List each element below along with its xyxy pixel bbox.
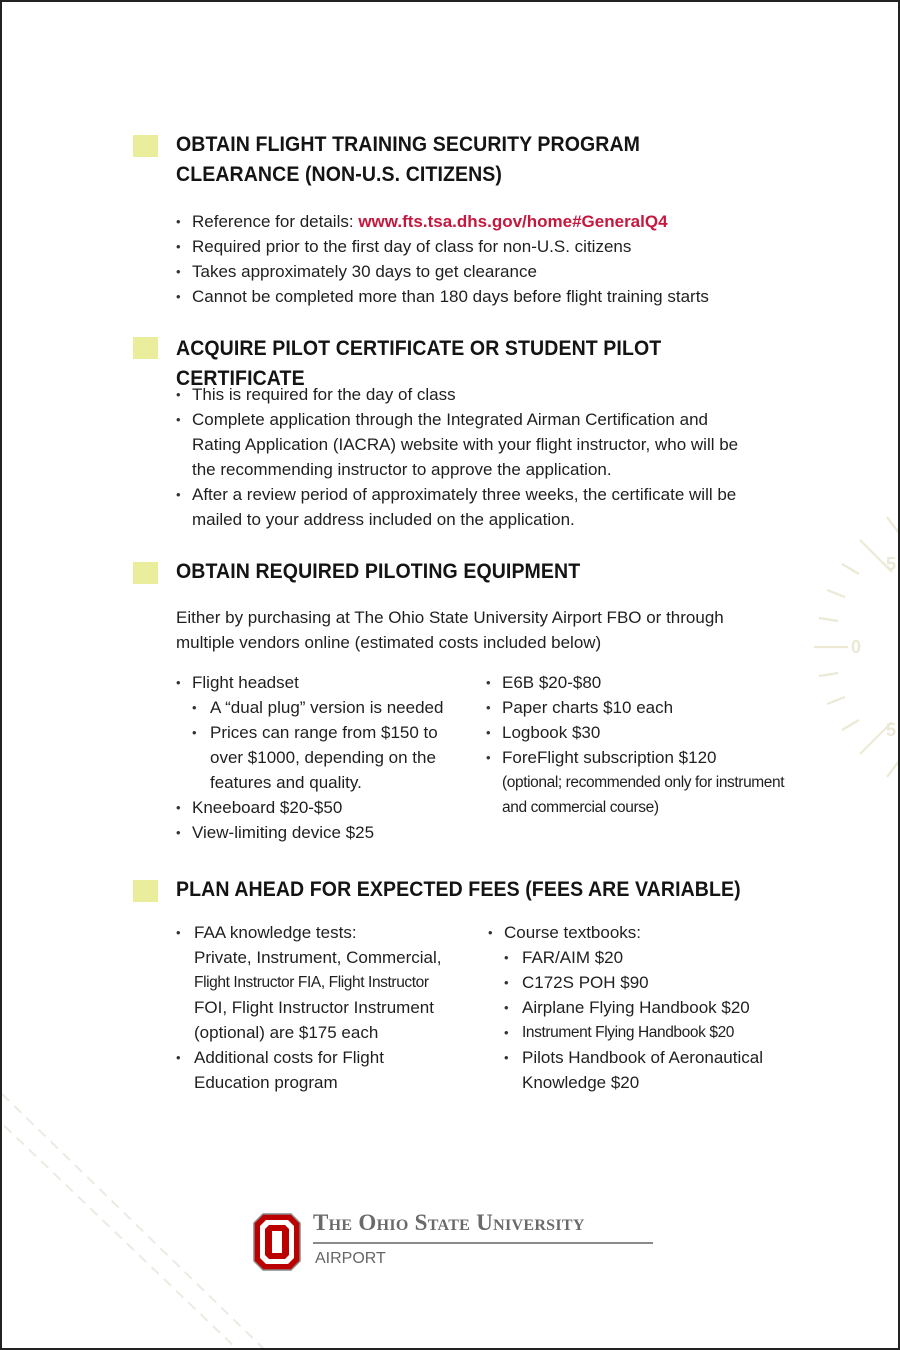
university-name: The Ohio State University — [313, 1210, 653, 1244]
heading-line: PLAN AHEAD FOR EXPECTED FEES (FEES ARE VARIABLE) — [176, 878, 741, 901]
fees-list-left — [176, 920, 476, 1095]
sub-list — [192, 695, 476, 795]
block-o-logo — [253, 1213, 301, 1271]
section-marker — [133, 337, 158, 359]
section-heading — [176, 130, 771, 190]
list-item: • View-limiting device $25 — [176, 820, 476, 845]
sub-list-item: • Prices can range from $150 to over $1000, depending on the features and quality. — [192, 720, 452, 795]
equipment-list-left — [176, 670, 476, 845]
sub-list-item: • C172S POH $90 — [504, 970, 788, 995]
gauge-label: 5 — [886, 720, 897, 740]
section-intro: Either by purchasing at The Ohio State University Airport FBO or through multiple vendors online (estimated costs included below) — [176, 608, 724, 652]
item-note: (optional; recommended only for instrument and commercial course) — [502, 774, 785, 816]
list-item — [176, 920, 476, 1045]
bullet-list — [176, 382, 756, 532]
section-heading — [176, 875, 771, 905]
list-item: • Logbook $30 — [486, 720, 786, 745]
item-line: (optional) are $175 each — [194, 1023, 379, 1042]
item-label: ForeFlight subscription $120 — [502, 748, 717, 767]
list-item — [176, 670, 476, 795]
list-item: • This is required for the day of class — [176, 382, 756, 407]
unit-name: AIRPORT — [315, 1250, 386, 1267]
list-item: • E6B $20-$80 — [486, 670, 786, 695]
gauge-decoration — [814, 517, 900, 777]
item-line: Private, Instrument, Commercial, — [194, 948, 442, 967]
sub-list-item: • FAR/AIM $20 — [504, 945, 788, 970]
heading-line: OBTAIN REQUIRED PILOTING EQUIPMENT — [176, 560, 581, 583]
item-label: Course textbooks: — [504, 923, 642, 942]
sub-list-item: • Pilots Handbook of Aeronautical Knowledge $20 — [504, 1045, 764, 1095]
list-item — [488, 920, 788, 1095]
section-heading — [176, 557, 771, 587]
item-line: • FAA knowledge tests: — [194, 923, 357, 942]
item-line: FOI, Flight Instructor Instrument — [194, 998, 434, 1017]
list-item — [176, 209, 796, 234]
list-item: • Complete application through the Integrated Airman Certification and Rating Application (IACRA) website with your flight instructor, who will be the recommending instructor to approve the application. — [176, 407, 756, 482]
bullet-list — [176, 209, 796, 309]
footer-logo — [253, 1210, 653, 1274]
heading-line: OBTAIN FLIGHT TRAINING SECURITY PROGRAM — [176, 133, 641, 156]
list-item: • Kneeboard $20-$50 — [176, 795, 476, 820]
list-item: • After a review period of approximately three weeks, the certificate will be mailed to your address included on the application. — [176, 482, 756, 532]
heading-line: ACQUIRE PILOT CERTIFICATE OR STUDENT PILOT CERTIFICATE — [176, 337, 662, 390]
item-line: • Additional costs for Flight — [194, 1048, 384, 1067]
gauge-label: 5 — [886, 554, 897, 574]
list-item: • Paper charts $10 each — [486, 695, 786, 720]
section-marker — [133, 562, 158, 584]
item-line: Education program — [194, 1073, 338, 1092]
sub-list-item: • Airplane Flying Handbook $20 — [504, 995, 788, 1020]
reference-label: Reference for details: — [192, 212, 359, 231]
gauge-label: 0 — [851, 637, 862, 657]
equipment-list-right — [486, 670, 786, 820]
heading-line: CLEARANCE (NON-U.S. CITIZENS) — [176, 163, 503, 186]
section-marker — [133, 135, 158, 157]
sub-list-item: • A “dual plug” version is needed — [192, 695, 476, 720]
list-item: • Cannot be completed more than 180 days before flight training starts — [176, 284, 796, 309]
sub-list — [504, 945, 788, 1095]
list-item: • Required prior to the first day of class for non-U.S. citizens — [176, 234, 796, 259]
section-marker — [133, 880, 158, 902]
item-line: Flight Instructor FIA, Flight Instructor — [194, 974, 429, 991]
list-item — [176, 1045, 476, 1095]
list-item — [486, 745, 786, 820]
sub-list-item: • Instrument Flying Handbook $20 — [504, 1020, 788, 1045]
diagonal-dashes — [2, 1094, 267, 1350]
list-item: • Takes approximately 30 days to get clearance — [176, 259, 796, 284]
reference-link[interactable]: www.fts.tsa.dhs.gov/home#GeneralQ4 — [358, 212, 668, 231]
item-label: Flight headset — [192, 673, 299, 692]
fees-list-right — [488, 920, 788, 1095]
